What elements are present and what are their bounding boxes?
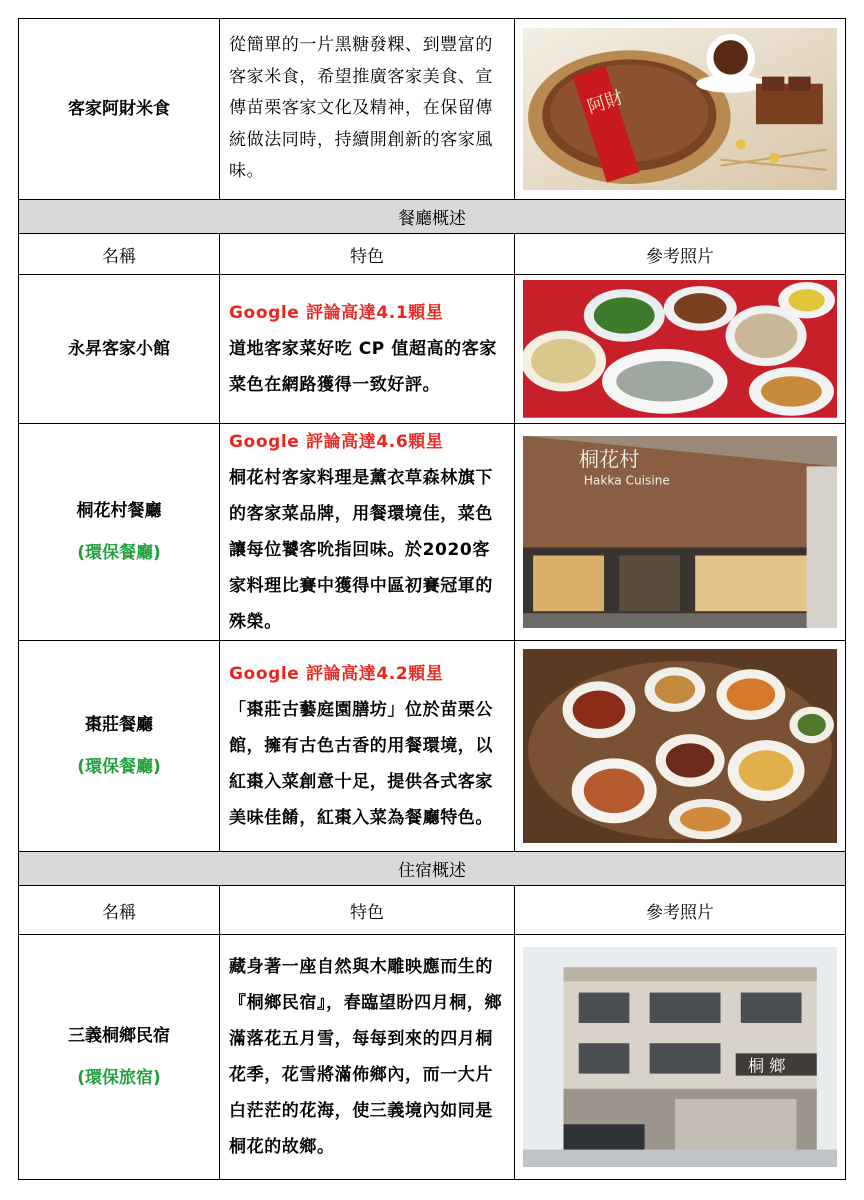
description-cell	[220, 275, 515, 424]
table-row	[19, 424, 846, 641]
lodging-description: 藏身著一座自然與木雕映應而生的『桐鄉民宿』，春臨望盼四月桐，鄉滿落花五月雪，每每到來的四月桐花季，花雪將滿佈鄉內，而一大片白茫茫的花海，使三義境內如同是桐花的故鄉。	[229, 957, 503, 1157]
google-rating: Google 評論高達4.1顆星	[229, 303, 444, 323]
description-cell	[220, 19, 515, 200]
rice-cake-photo	[523, 28, 837, 190]
description-cell	[220, 935, 515, 1180]
storefront-sign-sub: Hakka Cuisine	[583, 473, 670, 488]
restaurant-description: 「棗莊古藝庭園膳坊」位於苗栗公館，擁有古色古香的用餐環境，以紅棗入菜創意十足，提供各式客家美味佳餚，紅棗入菜為餐廳特色。	[229, 700, 493, 828]
bnb-sign: 桐 鄉	[747, 1056, 786, 1076]
column-header-photo: 參考照片	[515, 886, 846, 935]
column-header-feature: 特色	[220, 886, 515, 935]
restaurant-name: 棗莊餐廳	[85, 715, 153, 735]
shop-name: 客家阿財米食	[68, 99, 170, 119]
bnb-building-photo	[523, 947, 837, 1168]
photo-cell	[515, 19, 846, 200]
section-header-row	[19, 200, 846, 234]
table-row	[19, 19, 846, 200]
eco-tag: (環保旅宿)	[77, 1068, 161, 1088]
table-row	[19, 935, 846, 1180]
row-name-cell	[19, 19, 220, 200]
row-name-cell	[19, 275, 220, 424]
storefront-sign: 桐花村	[578, 447, 640, 472]
column-header-feature: 特色	[220, 234, 515, 275]
photo-cell	[515, 641, 846, 852]
photo-cell	[515, 424, 846, 641]
photo-cell	[515, 935, 846, 1180]
description-cell	[220, 424, 515, 641]
restaurant-description: 道地客家菜好吃 CP 值超高的客家菜色在網路獲得一致好評。	[229, 339, 497, 395]
row-name-cell	[19, 935, 220, 1180]
restaurant-storefront-photo	[523, 436, 837, 628]
restaurant-name: 永昇客家小館	[68, 339, 170, 359]
google-rating: Google 評論高達4.6顆星	[229, 432, 444, 452]
restaurant-description: 桐花村客家料理是薰衣草森林旗下的客家菜品牌，用餐環境佳，菜色讓每位饕客吮指回味。於2020客家料理比賽中獲得中區初賽冠軍的殊榮。	[229, 468, 493, 632]
google-rating: Google 評論高達4.2顆星	[229, 664, 444, 684]
column-header-row	[19, 234, 846, 275]
restaurant-name: 桐花村餐廳	[76, 501, 162, 521]
description-cell	[220, 641, 515, 852]
feast-photo	[523, 649, 837, 843]
photo-cell	[515, 275, 846, 424]
eco-tag: (環保餐廳)	[77, 757, 161, 777]
table-row	[19, 275, 846, 424]
column-header-name: 名稱	[19, 886, 220, 935]
column-header-row	[19, 886, 846, 935]
section-title: 餐廳概述	[19, 200, 846, 234]
dishes-photo	[523, 280, 837, 418]
section-title: 住宿概述	[19, 852, 846, 886]
overview-table	[18, 18, 846, 1180]
shop-description: 從簡單的一片黑糖發粿、到豐富的客家米食，希望推廣客家美食、宣傳苗栗客家文化及精神，在保留傳統做法同時，持續開創新的客家風味。	[229, 35, 493, 182]
section-header-row	[19, 852, 846, 886]
row-name-cell	[19, 424, 220, 641]
rice-cake-label: 阿財	[584, 87, 627, 119]
column-header-name: 名稱	[19, 234, 220, 275]
eco-tag: (環保餐廳)	[77, 543, 161, 563]
row-name-cell	[19, 641, 220, 852]
lodging-name: 三義桐鄉民宿	[68, 1026, 170, 1046]
table-row	[19, 641, 846, 852]
column-header-photo: 參考照片	[515, 234, 846, 275]
